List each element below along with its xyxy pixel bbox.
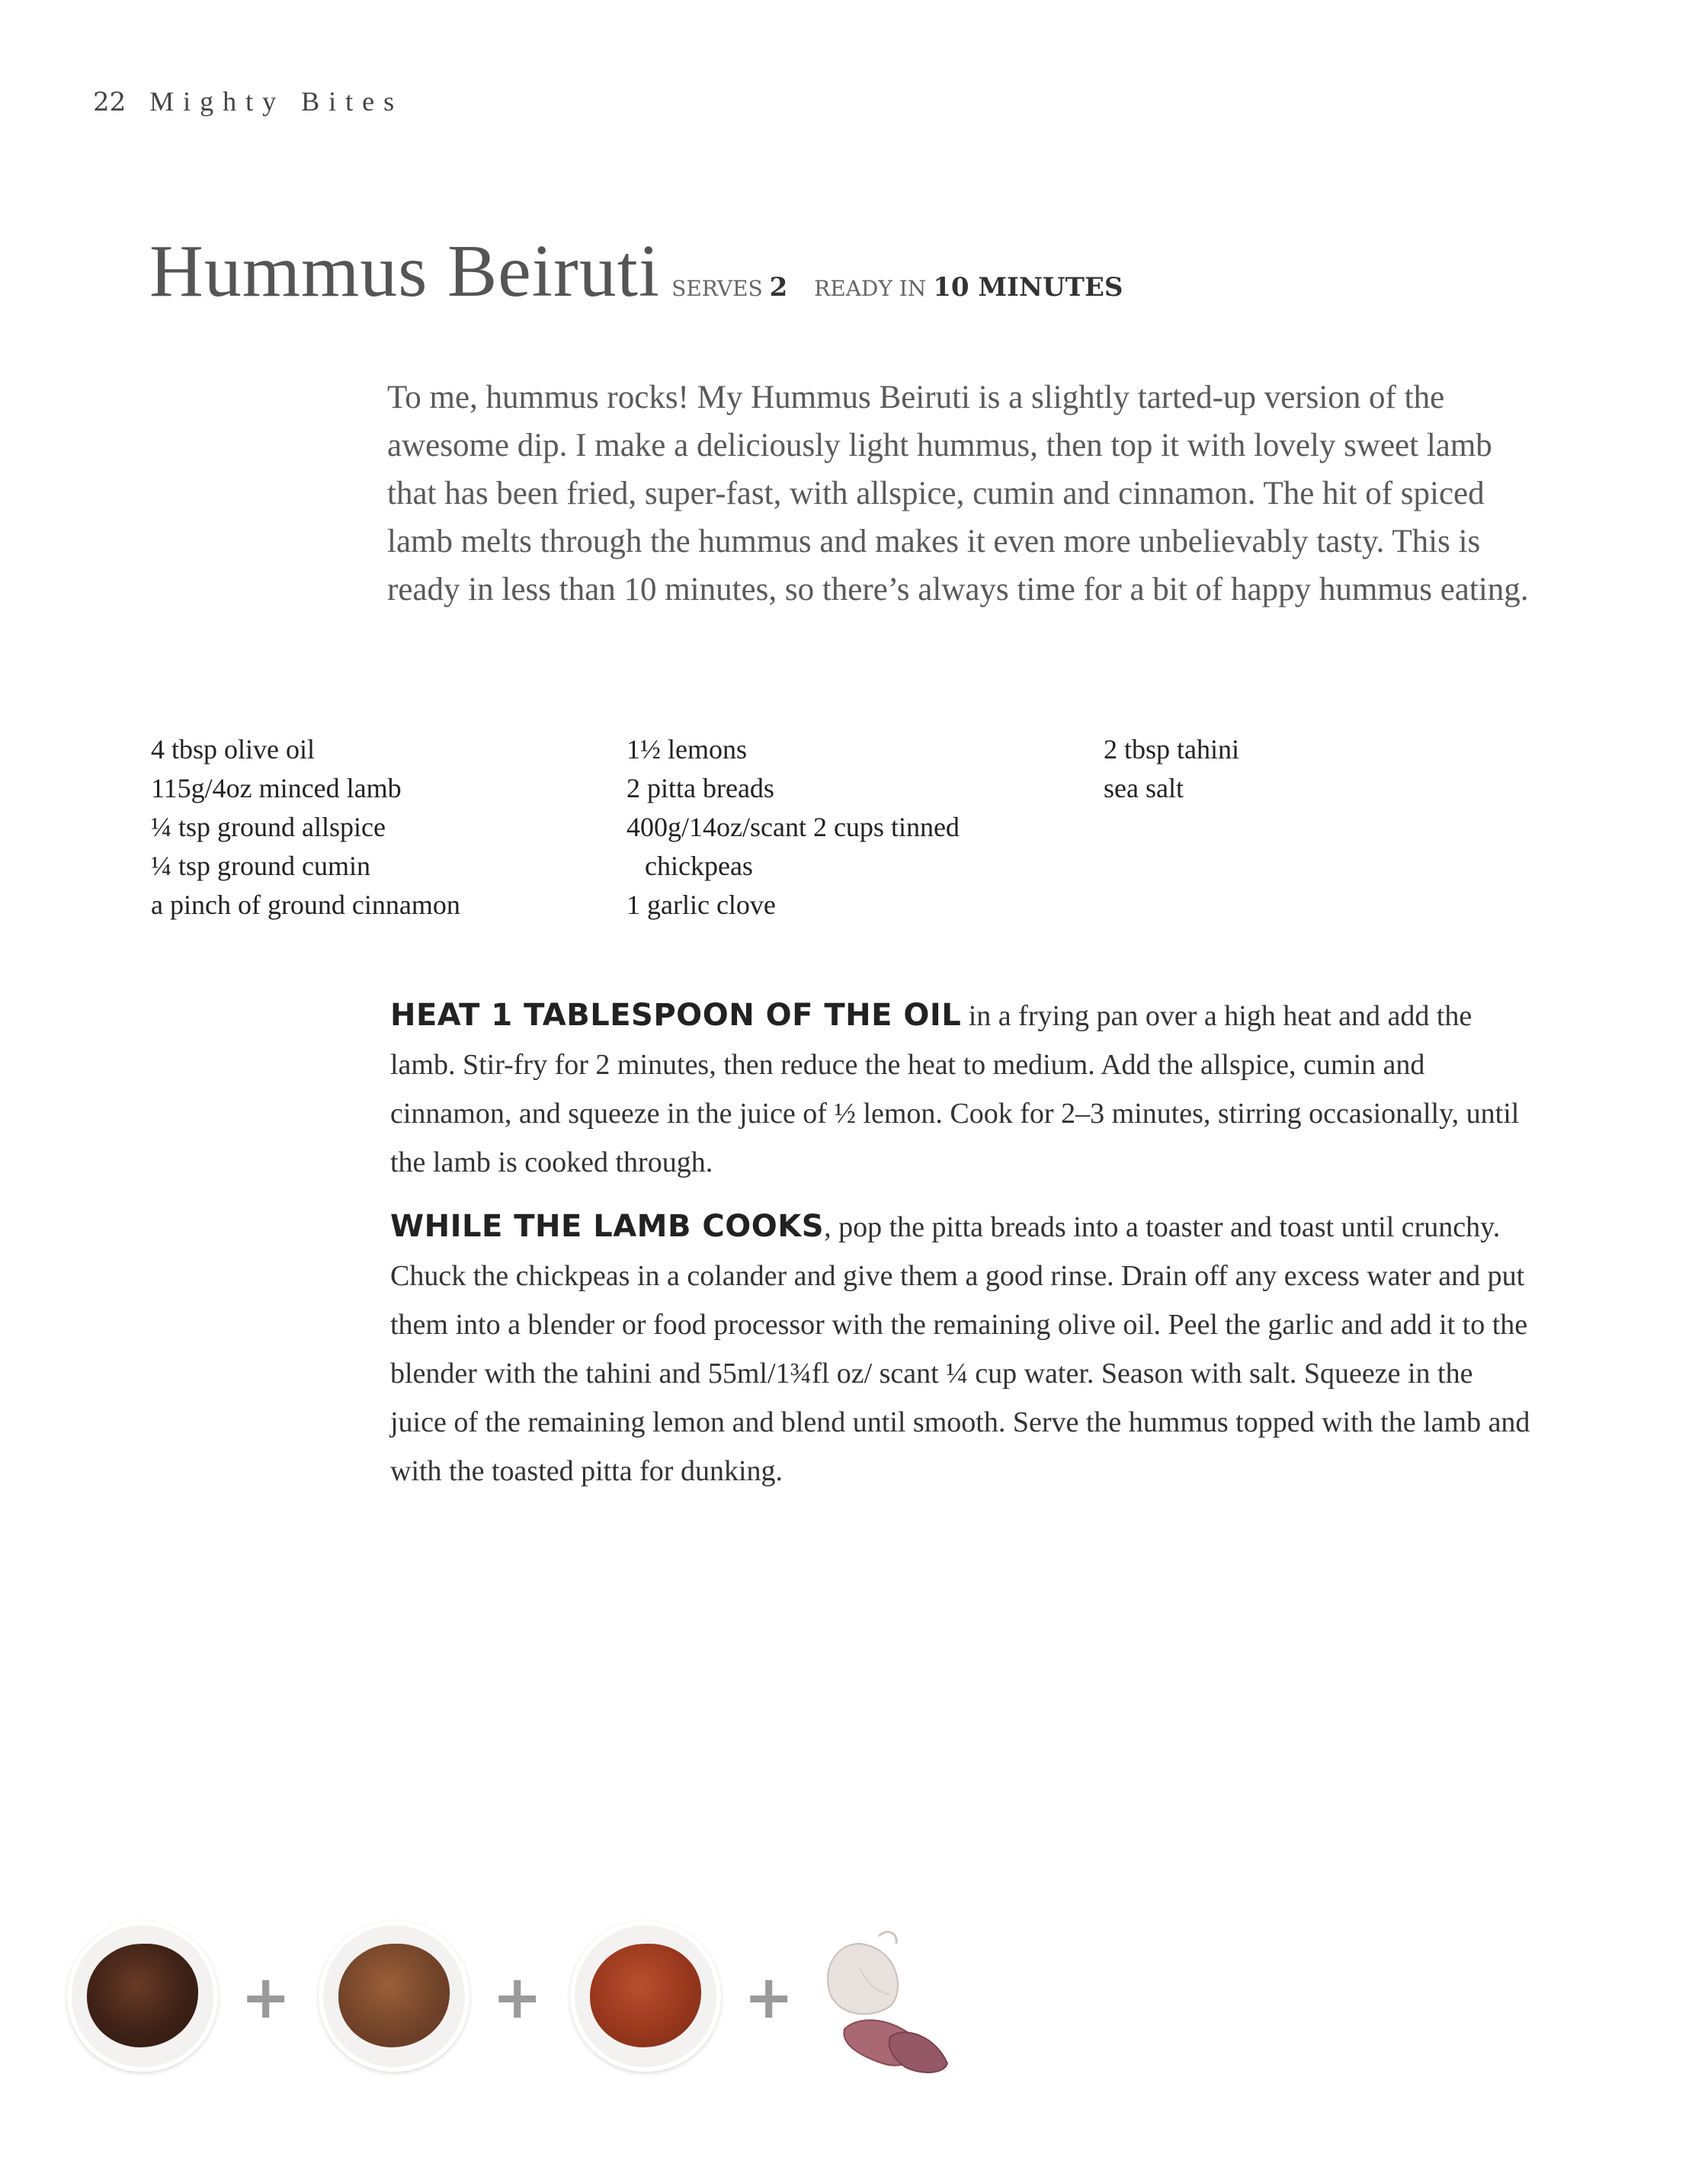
ingredient-item: ¼ tsp ground allspice — [151, 812, 386, 842]
serves-label: SERVES — [671, 276, 763, 301]
ready-label: READY IN — [814, 276, 927, 301]
recipe-title-row — [149, 229, 1123, 314]
ingredient-item: 1 garlic clove — [626, 890, 776, 920]
ingredient-item: 2 tbsp tahini — [1104, 734, 1239, 765]
ingredient-item: chickpeas — [645, 851, 753, 881]
page-number: 22 — [93, 87, 127, 117]
running-header — [93, 85, 403, 117]
ingredient-item: a pinch of ground cinnamon — [151, 890, 460, 920]
serves-info — [671, 272, 794, 303]
allspice-powder — [87, 1944, 198, 2047]
garlic-clove-image — [814, 1922, 966, 2082]
ingredient-item: sea salt — [1104, 773, 1184, 803]
plus-sign: + — [492, 1964, 543, 2032]
ingredient-item: 115g/4oz minced lamb — [151, 773, 402, 803]
plus-sign: + — [241, 1964, 291, 2032]
ingredients-column-3 — [1104, 730, 1239, 808]
recipe-title: Hummus Beiruti — [149, 230, 661, 313]
ingredient-item: 1½ lemons — [626, 734, 747, 765]
step-text: in a frying pan over a high heat and add the lamb. Stir-fry for 2 minutes, then reduce the heat to medium. Add the allspice, cumin and cinnamon, and squeeze in the juice of ½ lemon. Cook for 2–3 minutes, stirring occasionally, until the lamb is cooked through. — [390, 1000, 1520, 1178]
method-step-2 — [390, 1202, 1533, 1496]
section-name: Mighty Bites — [149, 86, 404, 117]
cinnamon-plate — [570, 1921, 721, 2072]
recipe-intro: To me, hummus rocks! My Hummus Beiruti is a slightly tarted-up version of the awesome dip. I make a deliciously light hummus, then top it with lovely sweet lamb that has been fried, super-fast, with allspice, cumin and cinnamon. The hit of spiced lamb melts through the hummus and makes it even more unbelievably tasty. This is ready in less than 10 minutes, so there’s always time for a bit of happy hummus eating. — [387, 380, 1529, 608]
cinnamon-powder — [590, 1944, 701, 2047]
cumin-powder — [338, 1944, 450, 2047]
step-lead: HEAT 1 TABLESPOON OF THE OIL — [390, 998, 962, 1033]
plus-sign: + — [744, 1964, 794, 2032]
step-text: , pop the pitta breads into a toaster and toast until crunchy. Chuck the chickpeas in a colander and give them a good rinse. Drain off any excess water and put them into a blender or food processor with the remaining olive oil. Peel the garlic and add it to the blender with the tahini and 55ml/1¾fl oz/ scant ¼ cup water. Season with salt. Squeeze in the juice of the remaining lemon and blend until smooth. Serve the hummus topped with the lamb and with the toasted pitta for dunking. — [390, 1211, 1530, 1487]
cumin-plate — [319, 1921, 469, 2072]
ingredient-item: ¼ tsp ground cumin — [151, 851, 370, 881]
serves-value: 2 — [769, 272, 788, 303]
ready-value: 10 MINUTES — [933, 272, 1123, 303]
ingredient-item: 2 pitta breads — [626, 773, 774, 803]
method-steps — [390, 991, 1533, 1511]
ingredient-item: 4 tbsp olive oil — [151, 734, 315, 765]
ingredients-column-1 — [151, 730, 460, 925]
ready-info — [814, 272, 1123, 303]
ingredient-photo-strip — [67, 1913, 951, 2081]
ingredients-column-2 — [626, 730, 960, 925]
step-lead: WHILE THE LAMB COOKS — [390, 1209, 825, 1244]
ingredient-item: 400g/14oz/scant 2 cups tinned — [626, 812, 960, 842]
allspice-plate — [67, 1921, 218, 2072]
method-step-1 — [390, 991, 1533, 1187]
